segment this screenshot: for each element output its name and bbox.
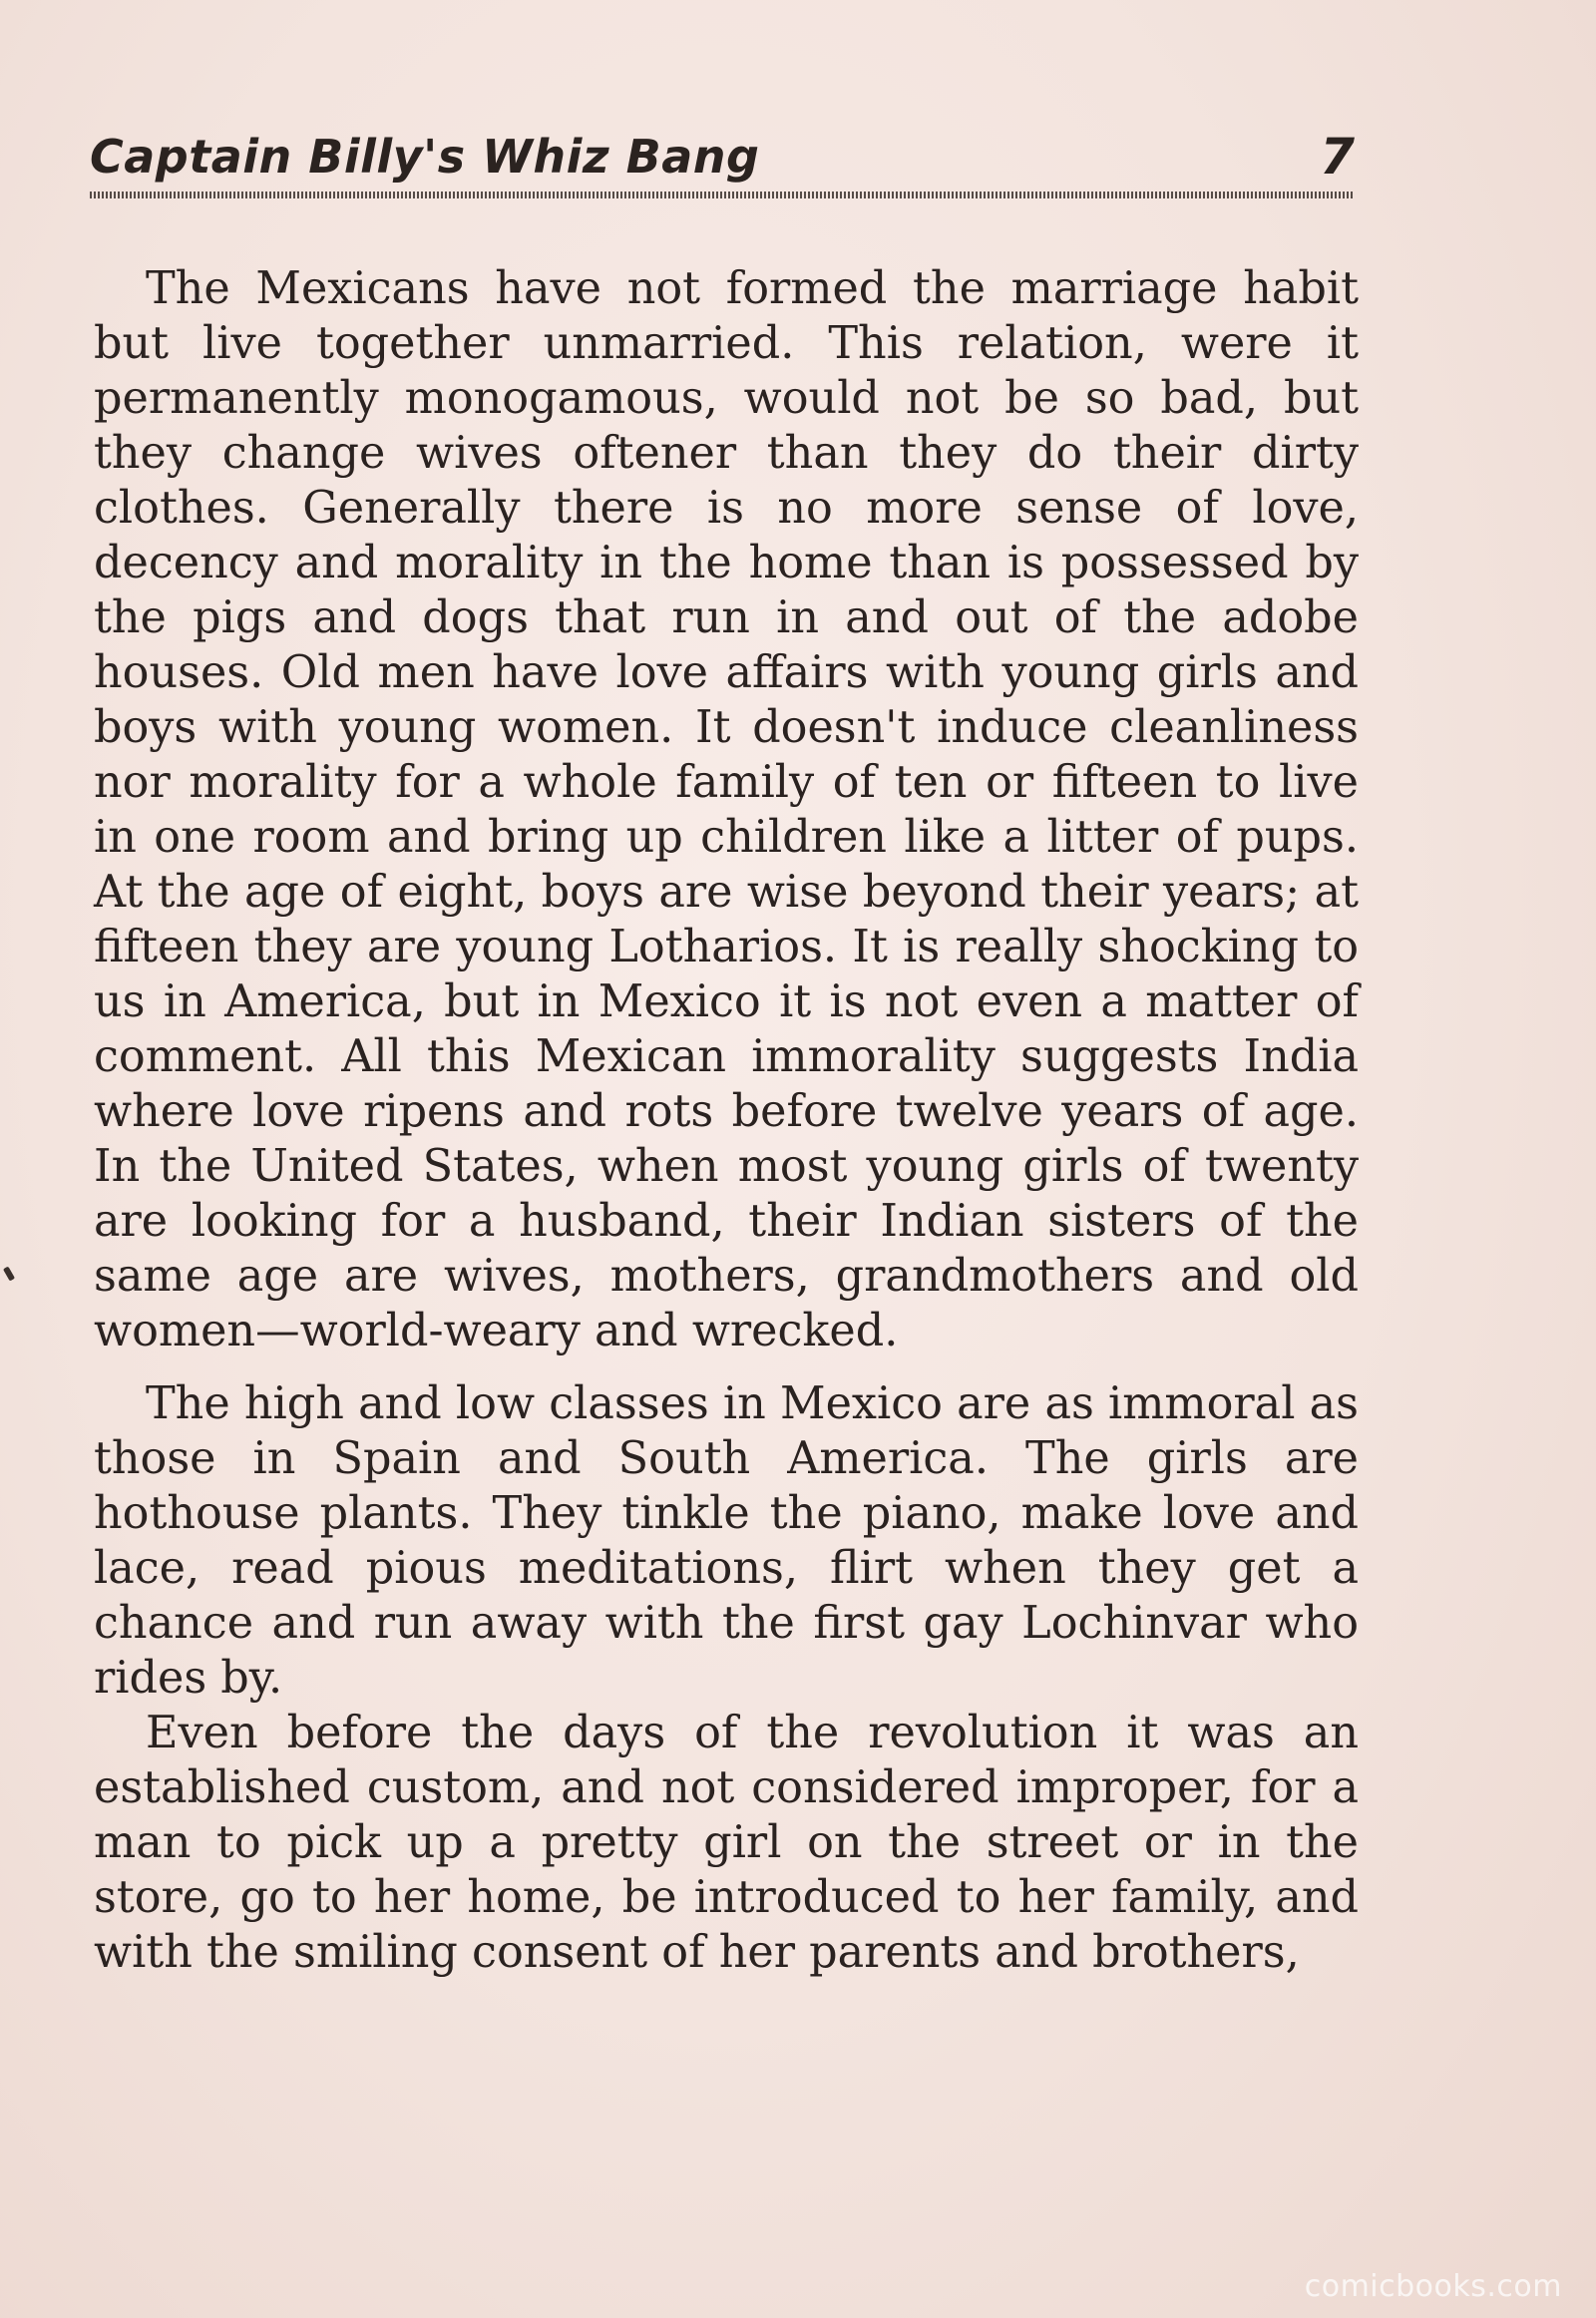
page-header xyxy=(90,118,1355,207)
watermark: comicbooks.com xyxy=(1304,2269,1562,2304)
paragraph-2: The high and low classes in Mexico are as immoral as those in Spain and South America. The girls are hothouse plants. They tinkle the piano, make love and lace, read pious meditations, flirt when they get a chance and run away with the first gay Lochinvar who rides by. xyxy=(94,1378,1359,1704)
header-dotted-rule xyxy=(90,192,1355,198)
article-body xyxy=(94,261,1359,1980)
paragraph-1: The Mexicans have not formed the marriage habit but live together unmarried. This relation, were it permanently monogamous, would not be so bad, but they change wives oftener than they do their dirty clothes. Generally there is no more sense of love, decency and morality in the home than is possessed by the pigs and dogs that run in and out of the adobe houses. Old men have love affairs with young girls and boys with young women. It doesn't induce cleanliness nor morality for a whole family of ten or fifteen to live in one room and bring up children like a litter of pups. At the age of eight, boys are wise beyond their years; at fifteen they are young Lotharios. It is really shocking to us in America, but in Mexico it is not even a matter of comment. All this Mexican immorality suggests India where love ripens and rots before twelve years of age. In the United States, when most young girls of twenty are looking for a husband, their Indian sisters of the same age are wives, mothers, grandmothers and old women—world-weary and wrecked. xyxy=(94,263,1359,1356)
running-title: Captain Billy's Whiz Bang xyxy=(90,130,760,184)
page-number: 7 xyxy=(1320,128,1355,186)
ink-speck xyxy=(3,1266,15,1281)
paragraph-3: Even before the days of the revolution it was an established custom, and not considered improper, for a man to pick up a pretty girl on the street or in the store, go to her home, be introduced to her family, and with the smiling consent of her parents and brothers, xyxy=(94,1708,1359,1978)
